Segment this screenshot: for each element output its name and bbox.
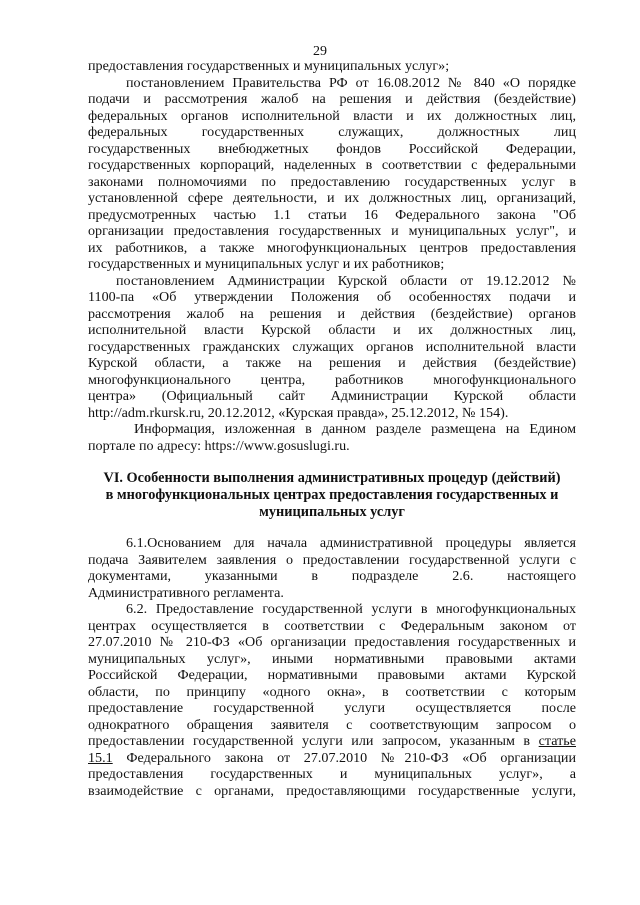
text-line: области, по принципу «одного окна», в соответствии с которым <box>88 683 576 700</box>
text-line: Административного регламента. <box>88 584 284 601</box>
statute-link[interactable]: статье <box>538 733 576 749</box>
text-line: Курской области, а также на решения и действия (бездействие) <box>88 355 576 371</box>
text-line: Информация, изложенная в данном разделе размещена на Едином <box>134 421 576 437</box>
text-line: законами полномочиями по предоставлению государственных услуг в <box>88 173 576 190</box>
paragraph-6-1 <box>88 535 576 601</box>
text-line: однократного обращения заявителя с соответствующим запросом о <box>88 716 576 733</box>
text-line <box>88 733 576 750</box>
text-line: многофункционального центра, работников многофункционального <box>88 371 576 388</box>
text-line: 6.2. Предоставление государственной услуги в многофункциональных <box>126 601 576 617</box>
text-line: подачи и рассмотрения жалоб на решения и действия (бездействие) <box>88 91 576 107</box>
text-line: установленной сфере деятельности, и их должностных лиц, организаций, <box>88 190 576 206</box>
statute-link[interactable]: 15.1 <box>88 749 113 766</box>
text-line: подача Заявителем заявления о предоставлении государственной услуги с <box>88 551 576 568</box>
text-line: 1100-па «Об утверждении Положения об особенностях подачи и <box>88 289 576 305</box>
text-line: документами, указанными в подразделе 2.6. настоящего <box>88 568 576 584</box>
text-line: 27.07.2010 № 210-ФЗ «Об организации предоставления государственных и <box>88 634 576 650</box>
page-number: 29 <box>313 44 327 59</box>
text-line: федеральных органов исполнительной власти и их должностных лиц, <box>88 107 576 124</box>
text-line: государственных корпораций, наделенных в соответствии с федеральными <box>88 157 576 173</box>
text-line: исполнительной власти Курской области и их должностных лиц, <box>88 322 576 338</box>
text-line <box>88 750 576 767</box>
text-line: государственных гражданских служащих органов исполнительной власти <box>88 338 576 355</box>
text-line: http://adm.rkursk.ru, 20.12.2012, «Курская правда», 25.12.2012, № 154). <box>88 404 509 421</box>
text-line: организации предоставления государственных и муниципальных услуг", и <box>88 223 576 239</box>
text-line: предусмотренных частью 1.1 статьи 16 Федерального закона "Об <box>88 206 576 223</box>
text-fragment: предоставлении государственной услуги или запросом, указанным в <box>88 733 531 749</box>
text-line: рассмотрения жалоб на решения и действия (бездействие) органов <box>88 305 576 322</box>
text-line: постановлением Администрации Курской области от 19.12.2012 № <box>116 272 576 289</box>
section-heading <box>88 470 576 521</box>
text-line: постановлением Правительства РФ от 16.08.2012 № 840 «О порядке <box>126 74 576 91</box>
text-line: их работников, а также многофункциональных центров предоставления <box>88 239 576 256</box>
page-content <box>88 58 576 799</box>
text-line: предоставления государственных и муниципальных услуг»; <box>88 58 450 74</box>
text-line: муниципальных услуг», иными нормативными правовыми актами <box>88 650 576 667</box>
text-line: центрах осуществляется в соответствии с Федеральным законом от <box>88 617 576 634</box>
text-line: Российской Федерации, нормативными правовыми актами Курской <box>88 667 576 683</box>
text-line: федеральных государственных служащих, должностных лиц <box>88 124 576 140</box>
text-line: государственных и муниципальных услуг и их работников; <box>88 256 445 272</box>
text-fragment: Федерального закона от 27.07.2010 №210-ФЗ «Об организации <box>126 749 576 766</box>
text-line: взаимодействие с органами, предоставляющими государственные услуги, <box>88 782 576 799</box>
text-line: 6.1.Основанием для начала административной процедуры является <box>126 535 576 551</box>
text-line: государственных внебюджетных фондов Российской Федерации, <box>88 140 576 157</box>
heading-line: VI. Особенности выполнения административных процедур (действий) <box>103 470 561 486</box>
text-line: предоставления государственных и муниципальных услуг», а <box>88 766 576 782</box>
text-line: центра» (Официальный сайт Администрации Курской области <box>88 388 576 404</box>
heading-line: муниципальных услуг <box>259 504 405 520</box>
text-line: предоставление государственной услуги осуществляется после <box>88 700 576 716</box>
text-line: портале по адресу: https://www.gosuslugi.ru. <box>88 437 350 454</box>
paragraph-6-2 <box>88 601 576 799</box>
heading-line: в многофункциональных центрах предоставления государственных и <box>105 487 559 503</box>
